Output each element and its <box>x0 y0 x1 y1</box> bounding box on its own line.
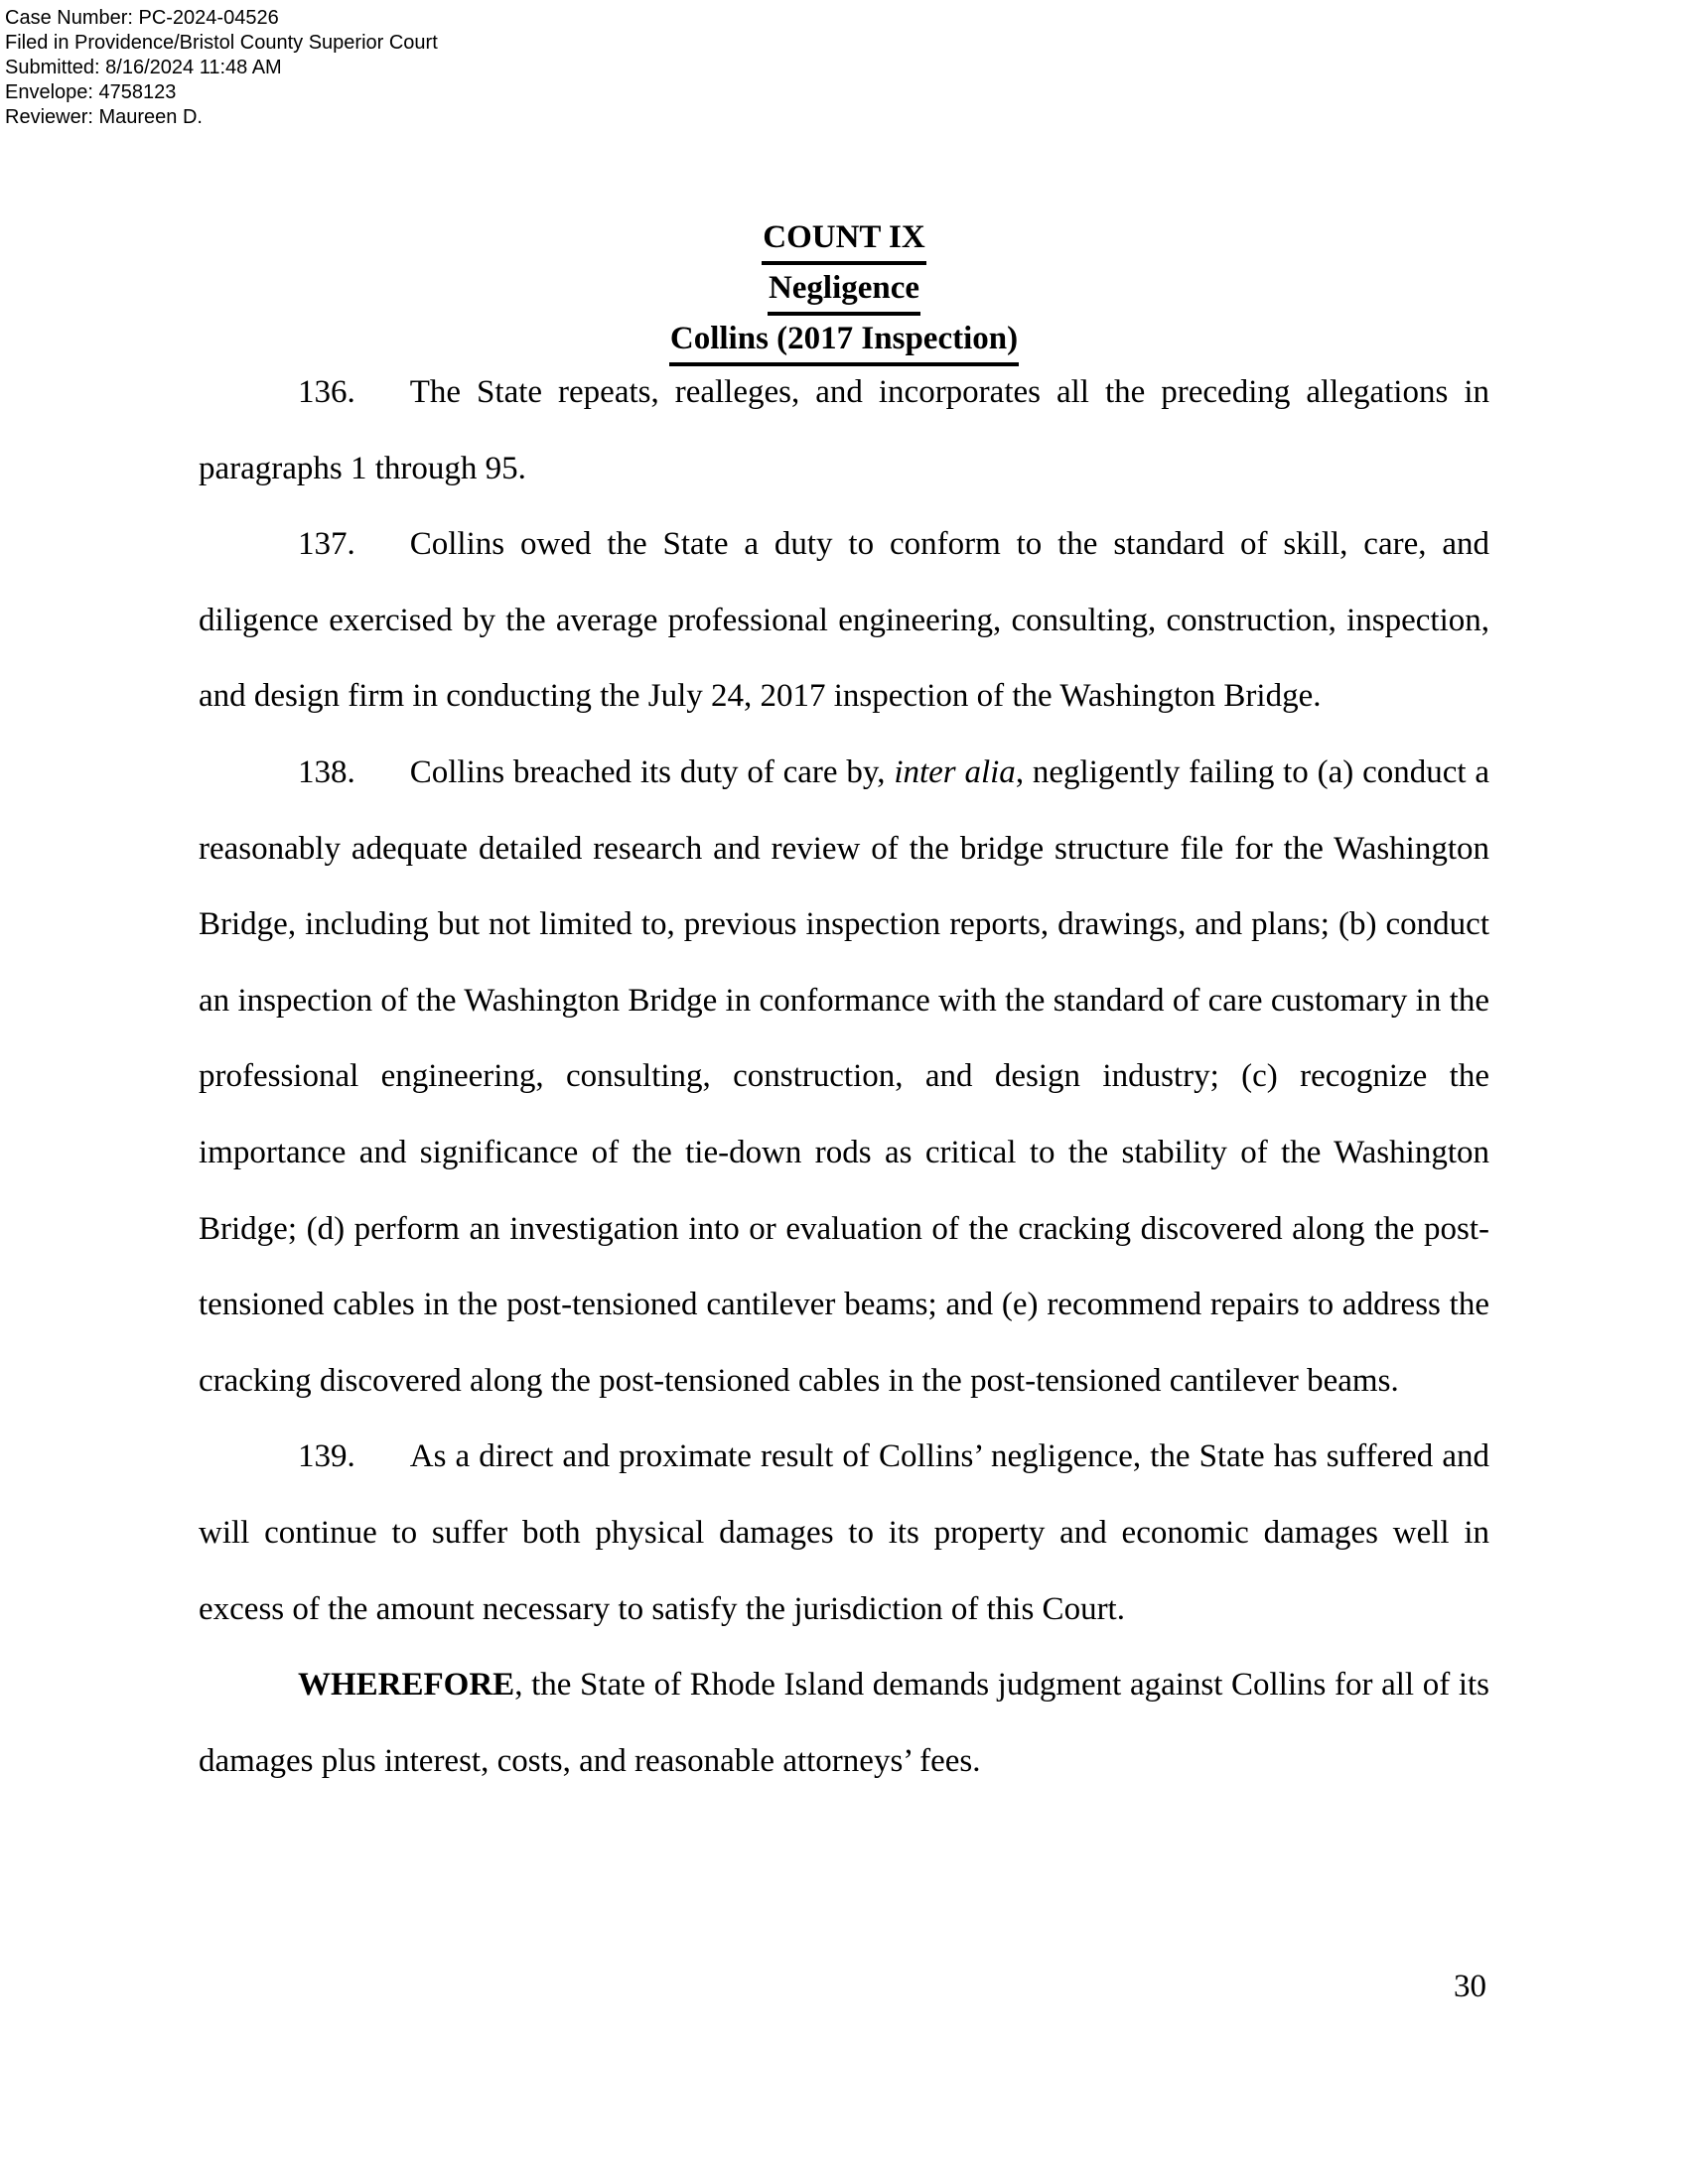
stamp-reviewer: Reviewer: Maureen D. <box>5 106 203 128</box>
paragraph-number: 137. <box>298 526 355 563</box>
paragraph-number: 139. <box>298 1438 355 1475</box>
count-title: COUNT IX <box>762 214 926 265</box>
efiling-stamp <box>5 6 438 130</box>
paragraph-number: 136. <box>298 374 355 410</box>
body-paragraphs <box>199 354 1489 1799</box>
paragraph-text: , the State of Rhode Island demands judgment against Collins for all of its damages plus interest, costs, and reasonable attorneys’ fees. <box>199 1667 1489 1779</box>
page-number: 30 <box>1454 1969 1486 2004</box>
paragraph-text: As a direct and proximate result of Collins’ negligence, the State has suffered and will continue to suffer both physical damages to its property and economic damages well in excess of the amount necessary to satisfy the jurisdiction of this Court. <box>199 1438 1489 1627</box>
paragraph-text: inter alia <box>894 753 1016 790</box>
stamp-submitted: Submitted: 8/16/2024 11:48 AM <box>5 57 282 78</box>
paragraph-number: 138. <box>298 753 355 790</box>
count-claim: Negligence <box>768 265 920 316</box>
count-defendant: Collins (2017 Inspection) <box>669 316 1019 366</box>
paragraph-text: WHEREFORE <box>298 1667 515 1704</box>
body-paragraph <box>199 1647 1489 1799</box>
paragraph-text: Collins owed the State a duty to conform to the standard of skill, care, and diligence exercised by the average professional engineering, consulting, construction, inspection, and design firm in conducting the July 24, 2017 inspection of the Washington Bridge. <box>199 526 1489 715</box>
stamp-envelope: Envelope: 4758123 <box>5 81 177 103</box>
stamp-case-number: Case Number: PC-2024-04526 <box>5 7 279 29</box>
body-paragraph <box>199 1419 1489 1647</box>
paragraph-text: Collins breached its duty of care by, <box>409 753 895 790</box>
stamp-filed-court: Filed in Providence/Bristol County Superior Court <box>5 32 438 54</box>
count-heading <box>199 214 1489 366</box>
body-paragraph <box>199 506 1489 735</box>
count-claim-line <box>199 265 1489 316</box>
count-title-line <box>199 214 1489 265</box>
paragraph-text: The State repeats, realleges, and incorporates all the preceding allegations in paragraphs 1 through 95. <box>199 374 1489 486</box>
body-paragraph <box>199 735 1489 1419</box>
paragraph-text: , negligently failing to (a) conduct a reasonably adequate detailed research and review of the bridge structure file for the Washington Bridge, including but not limited to, previous inspection reports, drawings, and plans; (b) conduct an inspection of the Washington Bridge in conformance with the standard of care customary in the professional engineering, consulting, construction, and design industry; (c) recognize the importance and significance of the tie-down rods as critical to the stability of the Washington Bridge; (d) perform an investigation into or evaluation of the cracking discovered along the post-tensioned cables in the post-tensioned cantilever beams; and (e) recommend repairs to address the cracking discovered along the post-tensioned cables in the post-tensioned cantilever beams. <box>199 753 1490 1399</box>
body-paragraph <box>199 354 1489 506</box>
